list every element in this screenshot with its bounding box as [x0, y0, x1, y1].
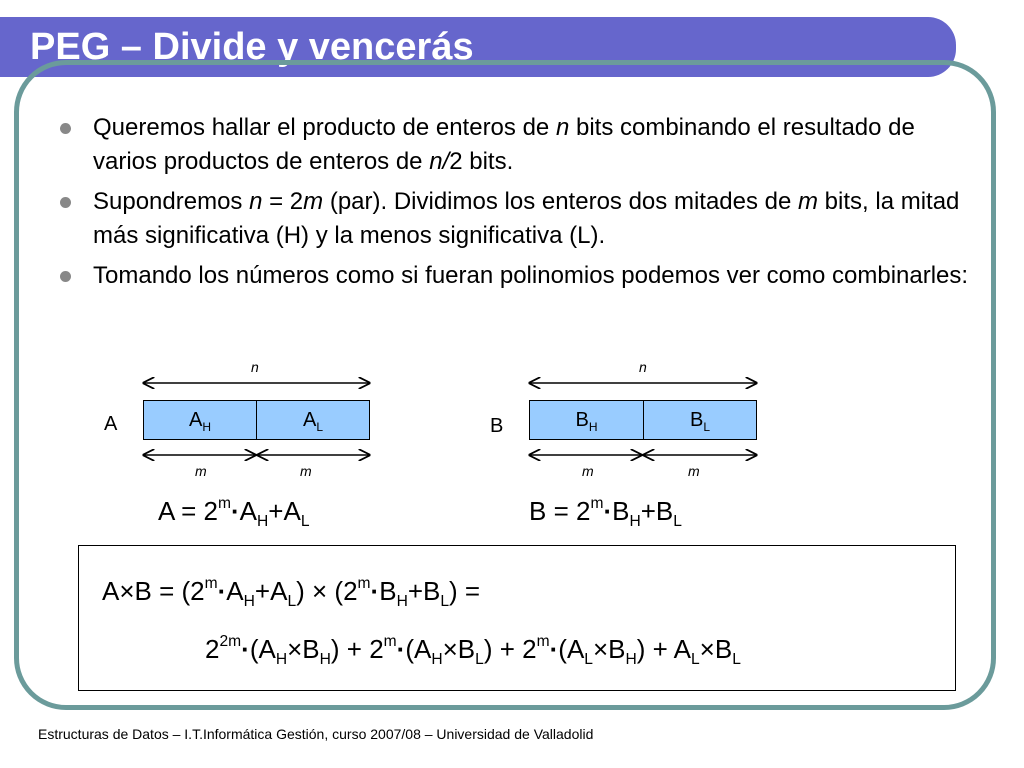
cell-b-high: $B_H$ [529, 400, 644, 440]
m-label-b2: m [688, 463, 700, 479]
equation-a: $A = 2^m\cdot A_H+A_L$ [158, 495, 310, 531]
formula-line-1: $A\times B = (2^m\cdot A_H+A_L) \times (2^m\cdot B_H+B_L)$ = [102, 575, 481, 611]
cell-b-low: $B_L$ [643, 400, 757, 440]
slide-footer: Estructuras de Datos – I.T.Informática Gestión, curso 2007/08 – Universidad de Valladolid [38, 726, 594, 742]
a-label: A [104, 413, 118, 435]
n-label-a: n [251, 359, 259, 375]
slide-title: PEG – Divide y vencerás [30, 26, 474, 68]
m-label-a2: m [300, 463, 312, 479]
bullet-item: Tomando los números como si fueran polinomios podemos ver como combinarles: [60, 259, 980, 293]
b-label: B [490, 415, 504, 437]
cell-a-high: $A_H$ [143, 400, 257, 440]
n-label-b: n [639, 359, 647, 375]
m-label-b1: m [582, 463, 594, 479]
formula-line-2: $2^{2m}\cdot(A_H\times B_H) + 2^m\cdot(A_H\times B_L) + 2^m\cdot(A_L\times B_H) + A_L\times B_L$ [205, 633, 741, 669]
cell-a-low: $A_L$ [256, 400, 370, 440]
m-label-a1: m [195, 463, 207, 479]
bullet-item: Queremos hallar el producto de enteros de n bits combinando el resultado de varios productos de enteros de n/2 bits. [60, 111, 980, 179]
bullet-item: Supondremos n = 2m (par). Dividimos los enteros dos mitades de m bits, la mitad más significativa (H) y la menos significativa (L). [60, 185, 980, 253]
equation-b: $B = 2^m\cdot B_H+B_L$ [529, 495, 682, 531]
